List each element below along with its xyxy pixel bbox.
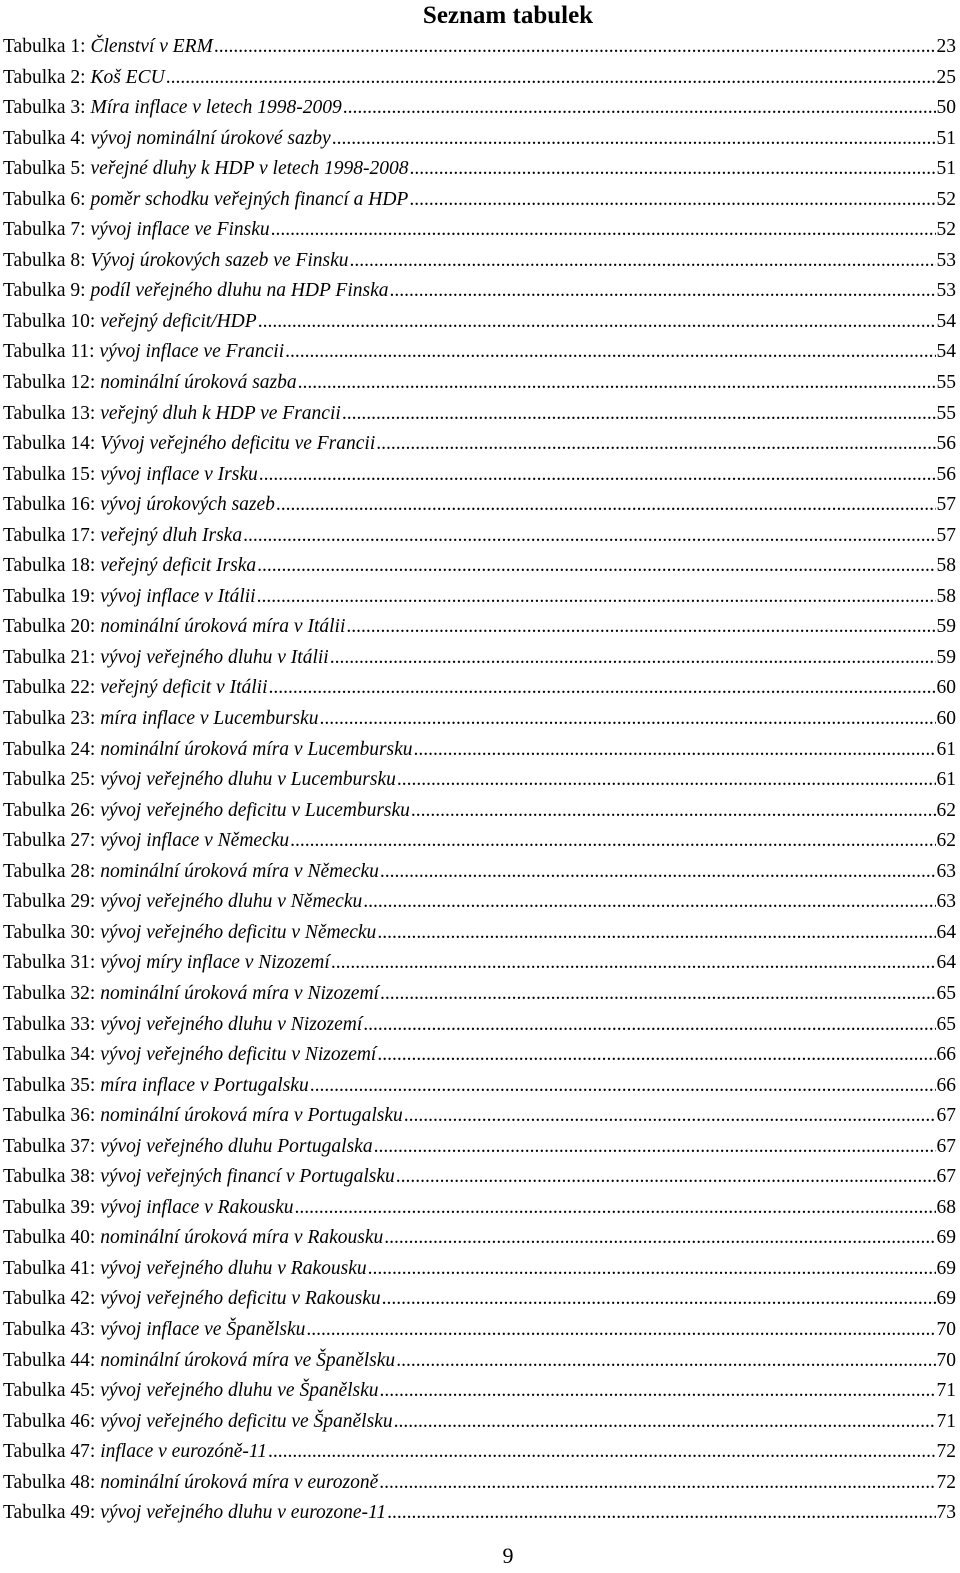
toc-entry-title [3,1162,395,1193]
toc-entry-description: veřejný deficit/HDP [100,310,257,332]
toc-entry-page: 67 [936,1105,956,1127]
toc-entry-label: Tabulka 27: [3,830,101,852]
toc-entry-label: Tabulka 19: [3,585,101,607]
toc-entry[interactable] [3,1407,956,1438]
toc-entry-description: vývoj veřejného dluhu v Rakousku [100,1257,367,1279]
toc-entry-label: Tabulka 35: [3,1074,101,1096]
toc-entry-title [3,1346,395,1377]
toc-entry-label: Tabulka 34: [3,1044,101,1066]
toc-entry-label: Tabulka 10: [3,310,101,332]
toc-entry-description: vývoj úrokových sazeb [100,494,275,516]
toc-entry[interactable] [3,887,956,918]
toc-entry[interactable] [3,1223,956,1254]
toc-entry-title [3,1040,376,1071]
toc-entry-title [3,1468,378,1499]
toc-entry[interactable] [3,93,956,124]
toc-entry-page: 67 [936,1135,956,1157]
toc-entry-description: inflace v eurozóně-11 [100,1441,267,1463]
toc-entry-title [3,887,362,918]
toc-entry-label: Tabulka 18: [3,555,101,577]
toc-entry-label: Tabulka 24: [3,738,101,760]
dot-leader [331,948,936,979]
toc-entry-description: nominální úroková sazba [100,372,297,394]
toc-entry-label: Tabulka 14: [3,433,101,455]
toc-entry-title [3,1101,403,1132]
toc-entry-label: Tabulka 38: [3,1166,101,1188]
toc-entry[interactable] [3,765,956,796]
dot-leader [257,551,935,582]
toc-entry-label: Tabulka 48: [3,1471,101,1493]
toc-entry-description: vývoj veřejného deficitu v Rakousku [100,1288,381,1310]
toc-entry-title [3,185,408,216]
toc-entry-description: Míra inflace v letech 1998-2009 [90,97,342,119]
toc-entry-title [3,796,410,827]
toc-entry-description: vývoj inflace v Rakousku [100,1196,294,1218]
toc-entry-label: Tabulka 22: [3,677,101,699]
toc-entry-label: Tabulka 2: [3,66,91,88]
toc-entry-label: Tabulka 42: [3,1288,101,1310]
toc-entry[interactable] [3,124,956,155]
toc-entry-description: veřejný deficit Irska [100,555,257,577]
toc-entry-description: vývoj veřejného deficitu v Nizozemí [100,1044,377,1066]
toc-entry-label: Tabulka 13: [3,402,101,424]
toc-entry-label: Tabulka 43: [3,1318,101,1340]
toc-entry-label: Tabulka 17: [3,524,101,546]
toc-entry[interactable] [3,643,956,674]
toc-entry-description: nominální úroková míra v eurozoně [100,1471,379,1493]
toc-entry-label: Tabulka 6: [3,188,91,210]
toc-entry-label: Tabulka 39: [3,1196,101,1218]
dot-leader [214,32,936,63]
toc-entry-page: 58 [936,585,956,607]
toc-entry-page: 73 [936,1502,956,1524]
toc-entry-title [3,826,289,857]
toc-entry[interactable] [3,32,956,63]
toc-entry-description: vývoj inflace ve Francii [99,341,285,363]
toc-entry-label: Tabulka 11: [3,341,100,363]
toc-entry-description: vývoj veřejného deficitu ve Španělsku [100,1410,393,1432]
dot-leader [380,857,936,888]
toc-entry-description: podíl veřejného dluhu na HDP Finska [90,280,389,302]
toc-entry-page: 52 [936,219,956,241]
dot-leader [290,826,935,857]
dot-leader [368,1254,936,1285]
dot-leader [306,1315,935,1346]
toc-entry-title [3,765,396,796]
toc-entry[interactable] [3,63,956,94]
toc-entry-page: 53 [936,249,956,271]
toc-entry-title [3,1437,267,1468]
toc-entry[interactable] [3,399,956,430]
toc-entry[interactable] [3,704,956,735]
dot-leader [363,887,935,918]
dot-leader [298,368,936,399]
toc-entry[interactable] [3,368,956,399]
toc-entry[interactable] [3,215,956,246]
toc-entry-description: vývoj inflace ve Španělsku [100,1318,306,1340]
toc-entry-page: 60 [936,677,956,699]
toc-entry-page: 72 [936,1471,956,1493]
toc-entry-description: vývoj veřejných financí v Portugalsku [100,1166,395,1188]
toc-entry-page: 51 [936,158,956,180]
toc-entry-page: 70 [936,1318,956,1340]
dot-leader [379,1468,935,1499]
dot-leader [394,1407,936,1438]
toc-entry[interactable] [3,735,956,766]
dot-leader [409,185,935,216]
toc-entry-page: 61 [936,769,956,791]
toc-entry[interactable] [3,582,956,613]
toc-entry-description: vývoj inflace v Německu [100,830,290,852]
toc-entry-description: veřejný dluh k HDP ve Francii [100,402,341,424]
toc-entry-description: nominální úroková míra v Rakousku [100,1227,384,1249]
dot-leader [269,673,936,704]
toc-entry-page: 62 [936,799,956,821]
toc-entry-label: Tabulka 36: [3,1105,101,1127]
toc-entry-title [3,582,256,613]
toc-entry[interactable] [3,1193,956,1224]
toc-entry-page: 63 [936,891,956,913]
toc-entry[interactable] [3,1437,956,1468]
toc-entry[interactable] [3,460,956,491]
toc-entry[interactable] [3,979,956,1010]
toc-entry-title [3,276,389,307]
toc-entry-label: Tabulka 3: [3,97,91,119]
toc-entry[interactable] [3,1376,956,1407]
toc-entry-title [3,521,242,552]
dot-leader [380,1376,936,1407]
toc-entry[interactable] [3,1284,956,1315]
toc-entry[interactable] [3,1071,956,1102]
toc-entry[interactable] [3,307,956,338]
toc-entry-label: Tabulka 28: [3,860,101,882]
dot-leader [384,1223,935,1254]
toc-entry-label: Tabulka 33: [3,1013,101,1035]
toc-entry-page: 53 [936,280,956,302]
dot-leader [332,124,936,155]
toc-entry-page: 54 [936,310,956,332]
page-number: 9 [502,1543,514,1568]
toc-entry[interactable] [3,918,956,949]
toc-entry-page: 66 [936,1044,956,1066]
toc-entry[interactable] [3,246,956,277]
toc-entry[interactable] [3,1315,956,1346]
toc-entry-label: Tabulka 1: [3,36,91,57]
dot-leader [243,521,935,552]
dot-leader [414,735,936,766]
toc-entry-description: vývoj veřejného dluhu v eurozone-11 [100,1502,387,1524]
toc-entry-title [3,918,376,949]
toc-entry-label: Tabulka 29: [3,891,101,913]
dot-leader [390,276,936,307]
toc-entry-page: 63 [936,860,956,882]
toc-entry-page: 50 [936,97,956,119]
toc-entry-label: Tabulka 15: [3,463,101,485]
dot-leader [387,1498,935,1529]
dot-leader [259,460,936,491]
toc-entry-title [3,704,318,735]
toc-entry-page: 54 [936,341,956,363]
toc-entry-page: 55 [936,372,956,394]
toc-entry-title [3,1193,294,1224]
toc-entry[interactable] [3,612,956,643]
toc-entry-description: nominální úroková míra v Itálii [100,616,346,638]
toc-entry-label: Tabulka 16: [3,494,101,516]
toc-entry-title [3,460,258,491]
toc-entry-label: Tabulka 45: [3,1380,101,1402]
page-title: Seznam tabulek [422,2,594,29]
toc-entry-label: Tabulka 31: [3,952,101,974]
toc-entry-title [3,307,257,338]
toc-entry-title [3,368,297,399]
toc-entry-title [3,948,330,979]
toc-entry-description: vývoj veřejného dluhu v Itálii [100,646,329,668]
toc-entry[interactable] [3,1346,956,1377]
toc-entry-page: 23 [936,36,956,57]
toc-entry-title [3,1010,362,1041]
toc-entry-page: 64 [936,921,956,943]
dot-leader [374,1132,936,1163]
dot-leader [380,979,936,1010]
toc-entry-description: Členství v ERM [90,36,213,57]
dot-leader [276,490,936,521]
toc-entry-title [3,1223,383,1254]
toc-entry-description: vývoj veřejného deficitu v Německu [100,921,377,943]
toc-entry-description: vývoj inflace v Itálii [100,585,256,607]
dot-leader [377,1040,935,1071]
toc-entry-label: Tabulka 41: [3,1257,101,1279]
toc-entry-page: 59 [936,616,956,638]
toc-entry-page: 56 [936,433,956,455]
toc-entry-page: 71 [936,1410,956,1432]
toc-entry-description: vývoj míry inflace v Nizozemí [100,952,330,974]
dot-leader [411,796,936,827]
dot-leader [382,1284,936,1315]
toc-entry-page: 56 [936,463,956,485]
toc-entry-title [3,490,275,521]
toc-entry-page: 57 [936,494,956,516]
toc-entry-label: Tabulka 8: [3,249,91,271]
dot-leader [257,582,936,613]
toc-entry-label: Tabulka 37: [3,1135,101,1157]
dot-leader [319,704,935,735]
toc-entry[interactable] [3,1162,956,1193]
toc-entry[interactable] [3,1468,956,1499]
toc-entry-page: 59 [936,646,956,668]
toc-entry-label: Tabulka 26: [3,799,101,821]
dot-leader [310,1071,936,1102]
toc-entry-title [3,337,284,368]
toc-entry-label: Tabulka 44: [3,1349,101,1371]
toc-entry-title [3,93,342,124]
toc-entry-label: Tabulka 23: [3,708,101,730]
dot-leader [268,1437,936,1468]
toc-entry-page: 65 [936,1013,956,1035]
toc-entry-page: 67 [936,1166,956,1188]
toc-entry-title [3,1132,373,1163]
toc-entry-title [3,215,270,246]
toc-entry-description: vývoj inflace v Irsku [100,463,258,485]
dot-leader [396,1346,935,1377]
toc-entry-title [3,857,379,888]
toc-entry-description: nominální úroková míra v Nizozemí [100,982,379,1004]
dot-leader [258,307,936,338]
toc-entry-title [3,429,375,460]
toc-entry-title [3,551,256,582]
toc-entry-description: nominální úroková míra v Portugalsku [100,1105,403,1127]
dot-leader [350,246,936,277]
toc-entry-title [3,735,413,766]
toc-entry-description: veřejné dluhy k HDP v letech 1998-2008 [90,158,409,180]
toc-entry[interactable] [3,1010,956,1041]
toc-entry-page: 51 [936,127,956,149]
toc-entry[interactable] [3,551,956,582]
toc-entry-label: Tabulka 32: [3,982,101,1004]
toc-entry-label: Tabulka 9: [3,280,91,302]
toc-entry-description: míra inflace v Portugalsku [100,1074,309,1096]
toc-entry-label: Tabulka 12: [3,372,101,394]
dot-leader [271,215,936,246]
dot-leader [343,93,936,124]
toc-entry-description: Vývoj úrokových sazeb ve Finsku [90,249,349,271]
toc-entry-title [3,1376,379,1407]
toc-entry-description: vývoj veřejného deficitu v Lucembursku [100,799,410,821]
toc-entry[interactable] [3,948,956,979]
toc-entry-description: vývoj veřejného dluhu v Nizozemí [100,1013,363,1035]
dot-leader [397,765,936,796]
toc-entry-description: vývoj inflace ve Finsku [90,219,270,241]
toc-entry-title [3,32,213,63]
toc-entry[interactable] [3,1101,956,1132]
dot-leader [376,429,935,460]
toc-entry-description: vývoj veřejného dluhu ve Španělsku [100,1380,379,1402]
dot-leader [166,63,936,94]
toc-entry-label: Tabulka 49: [3,1502,101,1524]
toc-entry-title [3,1315,305,1346]
toc-entry[interactable] [3,826,956,857]
toc-entry-title [3,643,329,674]
dot-leader [342,399,936,430]
toc-entry-title [3,673,268,704]
toc-entry-title [3,154,408,185]
toc-entry[interactable] [3,1498,956,1529]
toc-entry-label: Tabulka 30: [3,921,101,943]
toc-entry-label: Tabulka 47: [3,1441,101,1463]
toc-entry-label: Tabulka 20: [3,616,101,638]
toc-entry-title [3,1284,381,1315]
toc-entry-title [3,612,345,643]
toc-entry-title [3,1498,386,1529]
toc-entry-description: vývoj nominální úrokové sazby [90,127,331,149]
toc-entry-description: Koš ECU [90,66,165,88]
toc-entry-description: míra inflace v Lucembursku [100,708,319,730]
toc-entry[interactable] [3,796,956,827]
toc-entry-page: 72 [936,1441,956,1463]
toc-entry-page: 64 [936,952,956,974]
toc-entry[interactable] [3,1132,956,1163]
dot-leader [346,612,935,643]
toc-entry-page: 57 [936,524,956,546]
toc-entry-page: 69 [936,1227,956,1249]
toc-entry-label: Tabulka 46: [3,1410,101,1432]
toc-entry-page: 58 [936,555,956,577]
toc-entry-label: Tabulka 21: [3,646,101,668]
toc-entry-description: veřejný deficit v Itálii [100,677,268,699]
dot-leader [330,643,936,674]
toc-entry-title [3,1254,367,1285]
toc-entry-title [3,979,379,1010]
toc-entry-label: Tabulka 5: [3,158,91,180]
toc-entry-page: 65 [936,982,956,1004]
toc-entry-label: Tabulka 4: [3,127,91,149]
dot-leader [377,918,935,949]
toc-entry-title [3,399,341,430]
toc-entry-description: poměr schodku veřejných financí a HDP [90,188,409,210]
dot-leader [295,1193,936,1224]
toc-entry-page: 60 [936,708,956,730]
toc-entry-description: veřejný dluh Irska [100,524,243,546]
table-of-tables [3,32,956,1529]
toc-entry-page: 61 [936,738,956,760]
toc-entry-page: 66 [936,1074,956,1096]
toc-entry-title [3,246,349,277]
toc-entry-label: Tabulka 40: [3,1227,101,1249]
toc-entry-page: 69 [936,1288,956,1310]
dot-leader [404,1101,936,1132]
toc-entry-title [3,63,165,94]
toc-entry-title [3,1407,393,1438]
toc-entry[interactable] [3,185,956,216]
toc-entry-description: nominální úroková míra ve Španělsku [100,1349,396,1371]
toc-entry-page: 55 [936,402,956,424]
toc-entry-label: Tabulka 7: [3,219,91,241]
dot-leader [409,154,935,185]
toc-entry-label: Tabulka 25: [3,769,101,791]
toc-entry-description: nominální úroková míra v Německu [100,860,379,882]
toc-entry-page: 62 [936,830,956,852]
toc-entry-page: 69 [936,1257,956,1279]
toc-entry-description: vývoj veřejného dluhu v Lucembursku [100,769,396,791]
toc-entry-page: 52 [936,188,956,210]
toc-entry[interactable] [3,1040,956,1071]
toc-entry-description: Vývoj veřejného deficitu ve Francii [100,433,376,455]
toc-entry-page: 25 [936,66,956,88]
toc-entry[interactable] [3,673,956,704]
dot-leader [396,1162,936,1193]
toc-entry[interactable] [3,490,956,521]
toc-entry-page: 70 [936,1349,956,1371]
dot-leader [285,337,935,368]
toc-entry[interactable] [3,429,956,460]
toc-entry-page: 71 [936,1380,956,1402]
toc-entry[interactable] [3,1254,956,1285]
dot-leader [363,1010,935,1041]
toc-entry[interactable] [3,337,956,368]
toc-entry-title [3,124,331,155]
toc-entry[interactable] [3,276,956,307]
toc-entry-title [3,1071,309,1102]
toc-entry[interactable] [3,521,956,552]
toc-entry[interactable] [3,154,956,185]
toc-entry-page: 68 [936,1196,956,1218]
toc-entry-description: nominální úroková míra v Lucembursku [100,738,413,760]
toc-entry-description: vývoj veřejného dluhu v Německu [100,891,363,913]
toc-entry[interactable] [3,857,956,888]
toc-entry-description: vývoj veřejného dluhu Portugalska [100,1135,373,1157]
